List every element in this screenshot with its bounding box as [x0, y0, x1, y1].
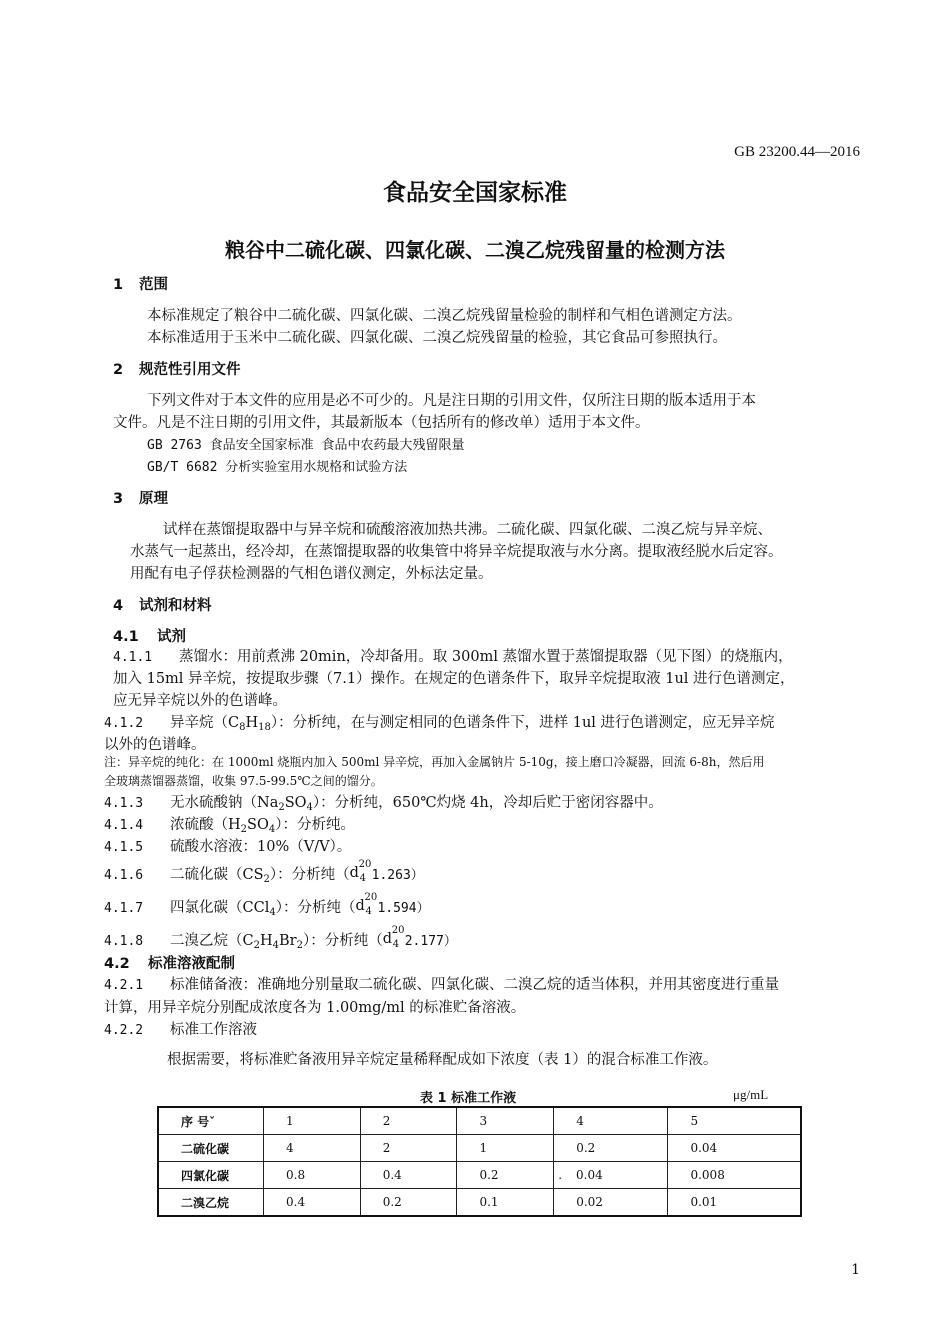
item-text-a: 四氯化碳（: [170, 900, 243, 916]
stray-mark: .: [558, 1168, 563, 1182]
section-2-heading: [113, 358, 241, 379]
sec1-paragraph-2: 本标准适用于玉米中二硫化碳、四氯化碳、二溴乙烷残留量的检验，其它食品可参照执行。: [147, 330, 727, 346]
subsection-title: 试剂: [157, 629, 186, 645]
item-4-1-1-line-3: 应无异辛烷以外的色谱峰。: [113, 693, 287, 709]
formula-element: H: [228, 817, 241, 833]
subsection-number: 4.2: [104, 956, 130, 972]
table-cell: 0.2: [360, 1189, 457, 1217]
formula-subscript: 2: [296, 940, 303, 951]
table-header-cell: 5: [668, 1107, 801, 1135]
item-text-a: 无水硫酸钠（: [170, 795, 257, 811]
table-header-row: [158, 1107, 801, 1135]
section-title: 原理: [139, 491, 168, 507]
item-4-1-3: [104, 791, 663, 813]
item-4-1-1-line-1: [113, 645, 793, 666]
section-3-heading: [113, 487, 168, 508]
standard-number: GB 23200.44—2016: [734, 144, 860, 160]
table-cell: 0.2: [554, 1135, 668, 1162]
item-text-a: 二溴乙烷（: [170, 933, 243, 949]
formula-subscript: 2: [278, 802, 285, 813]
table-header-cell: 3: [457, 1107, 554, 1135]
item-text-a: 二硫化碳（: [170, 867, 243, 883]
item-4-1-7: [104, 892, 430, 918]
reference-gb2763: GB 2763 食品安全国家标准 食品中农药最大残留限量: [147, 438, 465, 453]
document-subtitle: 粮谷中二硫化碳、四氯化碳、二溴乙烷残留量的检测方法: [225, 238, 725, 262]
table-row: [158, 1189, 801, 1217]
formula-element: CCl: [242, 900, 270, 916]
item-number: 4.1.8: [104, 934, 144, 949]
relative-density-symbol: d 20 4: [349, 859, 372, 884]
section-title: 试剂和材料: [139, 598, 212, 614]
table-cell: 0.01: [668, 1189, 801, 1217]
formula-element: H: [259, 933, 273, 949]
item-text: 标准储备液：准确地分别量取二硫化碳、四氯化碳、二溴乙烷的适当体积，并用其密度进行重量: [170, 977, 779, 993]
document-title: 食品安全国家标准: [383, 180, 567, 206]
item-number: 4.1.3: [104, 796, 144, 811]
formula-element: SO: [247, 817, 269, 833]
section-title: 范围: [139, 277, 168, 293]
formula-subscript: 18: [258, 722, 271, 733]
formula-element: Br: [279, 933, 297, 949]
item-text-b: ）：分析纯，在与测定相同的色谱条件下，进样 1ul 进行色谱测定，应无异辛烷: [270, 715, 775, 731]
item-4-1-4: [104, 813, 355, 835]
item-number: 4.1.5: [104, 840, 144, 855]
density-value: 1.263）: [371, 868, 424, 883]
section-number: 2: [113, 362, 124, 378]
note-line-1: 注：异辛烷的纯化：在 1000ml 烧瓶内加入 500ml 异辛烷，再加入金属钠片 5-10g，接上磨口冷凝器，回流 6-8h，然后用: [104, 755, 765, 769]
formula-element: SO: [284, 795, 307, 811]
section-title: 规范性引用文件: [139, 362, 241, 378]
section-number: 1: [113, 277, 124, 293]
item-text-b: ）：分析纯，650℃灼烧 4h，冷却后贮于密闭容器中。: [312, 795, 663, 811]
table-row-label: 二硫化碳: [158, 1135, 264, 1162]
item-4-1-5: [104, 835, 351, 856]
item-number: 4.1.2: [104, 716, 144, 731]
item-4-2-1-line-2: 计算，用异辛烷分别配成浓度各为 1.00mg/ml 的标准贮备溶液。: [104, 1000, 526, 1016]
table-row: [158, 1162, 801, 1189]
formula-element: Na: [257, 795, 279, 811]
table-row: [158, 1135, 801, 1162]
item-text-b: ）：分析纯。: [275, 817, 355, 833]
sec2-paragraph-line-2: 文件。凡是不注日期的引用文件，其最新版本（包括所有的修改单）适用于本文件。: [113, 415, 650, 431]
table-cell: 0.02: [554, 1189, 668, 1217]
item-4-1-6: [104, 859, 424, 885]
formula-subscript: 4: [269, 907, 276, 918]
item-text: 硫酸水溶液：10%（V/V）。: [170, 839, 352, 855]
subsection-title: 标准溶液配制: [148, 956, 235, 972]
subsection-number: 4.1: [113, 629, 139, 645]
sec1-paragraph-1: 本标准规定了粮谷中二硫化碳、四氯化碳、二溴乙烷残留量检验的制样和气相色谱测定方法。: [147, 308, 742, 324]
table-caption: 表 1 标准工作液: [420, 1091, 517, 1106]
table-header-cell: 序 号ˇ: [158, 1107, 264, 1135]
table-cell: 2: [360, 1135, 457, 1162]
table-cell: 4: [264, 1135, 361, 1162]
item-4-1-2-line-1: [104, 711, 775, 733]
table-header-cell: 4: [554, 1107, 668, 1135]
page-number: 1: [851, 1262, 860, 1278]
item-text-b: ）：分析纯（: [275, 900, 356, 916]
table-cell: 0.4: [360, 1162, 457, 1189]
section-number: 3: [113, 491, 124, 507]
item-4-2-1-line-1: [104, 973, 779, 994]
item-4-1-8: [104, 925, 457, 951]
item-text-a: 浓硫酸（: [170, 817, 228, 833]
table-row-label: 二溴乙烷: [158, 1189, 264, 1217]
table-cell: 0.1: [457, 1189, 554, 1217]
principle-line-3: 用配有电子俘获检测器的气相色谱仪测定，外标法定量。: [130, 566, 493, 582]
reference-gbt6682: GB/T 6682 分析实验室用水规格和试验方法: [147, 460, 408, 475]
formula-subscript: 4: [272, 940, 280, 951]
formula-element: C: [228, 715, 240, 731]
table-cell: 0.4: [264, 1189, 361, 1217]
table-cell: 0.008: [668, 1162, 801, 1189]
subsection-4-1-heading: [113, 625, 186, 646]
item-4-1-2-line-2: 以外的色谱峰。: [104, 737, 206, 753]
item-text-b: ）：分析纯（: [302, 933, 383, 949]
table-cell: 0.04: [668, 1135, 801, 1162]
table-header-cell: 1: [264, 1107, 361, 1135]
table-intro-paragraph: 根据需要，将标准贮备液用异辛烷定量稀释配成如下浓度（表 1）的混合标准工作液。: [167, 1052, 718, 1068]
density-value: 1.594）: [377, 901, 430, 916]
principle-line-1: 试样在蒸馏提取器中与异辛烷和硫酸溶液加热共沸。二硫化碳、四氯化碳、二溴乙烷与异辛烷、: [163, 522, 772, 538]
formula-subscript: 8: [239, 722, 246, 733]
item-number: 4.2.2: [104, 1023, 144, 1038]
item-4-2-2: [104, 1018, 257, 1039]
sec2-paragraph-line-1: 下列文件对于本文件的应用是必不可少的。凡是注日期的引用文件，仅所注日期的版本适用于本: [147, 393, 756, 409]
formula-subscript: 4: [268, 824, 276, 835]
formula-element: CS: [242, 867, 264, 883]
item-number: 4.1.7: [104, 901, 144, 916]
subsection-4-2-heading: [104, 952, 235, 973]
table-cell: 1: [457, 1135, 554, 1162]
formula-subscript: 2: [263, 874, 270, 885]
table-unit: μg/mL: [733, 1087, 769, 1102]
table-cell: 0.8: [264, 1162, 361, 1189]
table-cell: . 0.04: [554, 1162, 668, 1189]
density-value: 2.177）: [404, 934, 457, 949]
formula-subscript: 2: [240, 824, 248, 835]
table-row-label: 四氯化碳: [158, 1162, 264, 1189]
note-line-2: 全玻璃蒸馏器蒸馏，收集 97.5-99.5℃之间的馏分。: [104, 774, 383, 788]
item-text: 标准工作溶液: [170, 1022, 257, 1038]
item-number: 4.2.1: [104, 978, 144, 993]
item-number: 4.1.1: [113, 650, 153, 665]
section-1-heading: [113, 273, 168, 294]
item-number: 4.1.6: [104, 868, 144, 883]
table-cell: 0.2: [457, 1162, 554, 1189]
item-number: 4.1.4: [104, 818, 144, 833]
item-text-a: 异辛烷（: [170, 715, 228, 731]
relative-density-symbol: d 20 4: [355, 892, 378, 917]
formula-element: H: [245, 715, 259, 731]
formula-subscript: 4: [306, 802, 313, 813]
section-number: 4: [113, 598, 124, 614]
item-text-b: ）：分析纯（: [269, 867, 350, 883]
item-4-1-1-line-2: 加入 15ml 异辛烷，按提取步骤（7.1）操作。在规定的色谱条件下，取异辛烷提取液 1ul 进行色谱测定，: [113, 671, 795, 687]
relative-density-symbol: d 20 4: [382, 925, 405, 950]
standard-working-solution-table: [157, 1106, 802, 1217]
section-4-heading: [113, 594, 212, 615]
formula-element: C: [242, 933, 254, 949]
table-header-cell: 2: [360, 1107, 457, 1135]
item-text: 蒸馏水：用前煮沸 20min，冷却备用。取 300ml 蒸馏水置于蒸馏提取器（见下图）的烧瓶内，: [179, 649, 793, 665]
principle-line-2: 水蒸气一起蒸出，经冷却，在蒸馏提取器的收集管中将异辛烷提取液与水分离。提取液经脱水后定容。: [130, 544, 783, 560]
formula-subscript: 2: [253, 940, 260, 951]
